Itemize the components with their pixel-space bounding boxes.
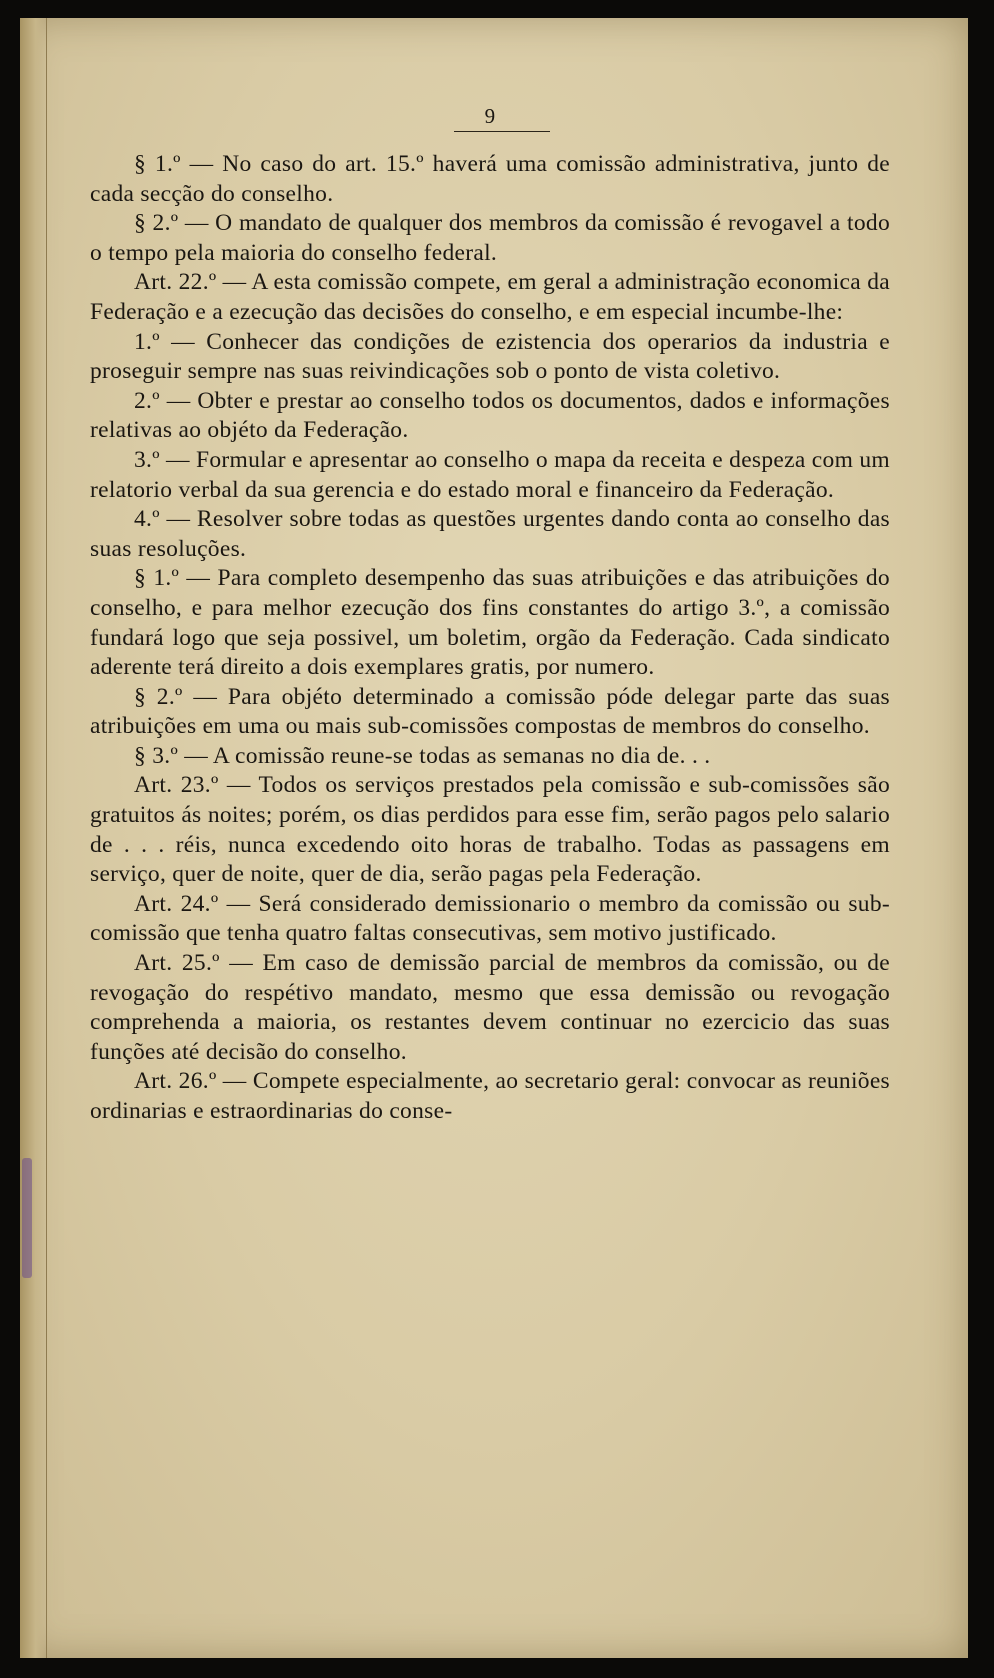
ink-stain: [22, 1158, 32, 1278]
book-page: [20, 18, 968, 1658]
paragraph-section-1: § 1.º — No caso do art. 15.º haverá uma comissão administrativa, junto de cada secção do conselho.: [90, 151, 890, 207]
paragraph-art-26: Art. 26.º — Compete especialmente, ao secretario geral: convocar as reuniões ordinarias e estraordinarias do conse-: [90, 1068, 890, 1124]
paragraph-item-3: 3.º — Formular e apresentar ao conselho o mapa da receita e despeza com um relatorio verbal da sua gerencia e do estado moral e financeiro da Federação.: [90, 446, 890, 503]
paragraph-item-2: 2.º — Obter e prestar ao conselho todos os documentos, dados e informações relativas ao objéto da Federação.: [90, 387, 890, 444]
paragraph-item-1: 1.º — Conhecer das condições de ezistencia dos operarios da industria e proseguir sempre nas suas reivindicações sob o ponto de vista coletivo.: [90, 328, 890, 385]
page-gutter: [20, 18, 47, 1658]
paragraph-art-22: Art. 22.º — A esta comissão compete, em geral a administração economica da Federação e a ezecução das decisões do conselho, e em especial incumbe-lhe:: [90, 269, 890, 325]
paragraph-section-1-boletim: § 1.º — Para completo desempenho das suas atribuições e das atribuições do conselho, e para melhor ezecução dos fins constantes do artigo 3.º, a comissão fundará logo que seja possivel, um boletim, orgão da Federação. Cada sindicato aderente terá direito a dois exemplares gratis, por numero.: [90, 565, 890, 681]
paragraph-item-4: 4.º — Resolver sobre todas as questões urgentes dando conta ao conselho das suas resoluções.: [90, 506, 890, 562]
paragraph-section-2: § 2.º — O mandato de qualquer dos membros da comissão é revogavel a todo o tempo pela maioria do conselho federal.: [90, 210, 890, 266]
paragraph-section-3-reuniao: § 3.º — A comissão reune-se todas as semanas no dia de. . .: [134, 742, 711, 769]
header-rule: [454, 131, 550, 132]
paragraph-section-2-subcomissoes: § 2.º — Para objéto determinado a comissão póde delegar parte das suas atribuições em uma ou mais sub-comissões compostas de membros do conselho.: [90, 683, 890, 740]
page-number: 9: [484, 104, 496, 128]
paragraph-art-24: Art. 24.º — Será considerado demissionario o membro da comissão ou sub-comissão que tenha quatro faltas consecutivas, sem motivo justificado.: [90, 890, 890, 947]
paragraph-art-23: Art. 23.º — Todos os serviços prestados pela comissão e sub-comissões são gratuitos ás noites; porém, os dias perdidos para esse fim, serão pagos pelo salario de . . . réis, nunca excedendo oito horas de trabalho. Todas as passagens em serviço, quer de noite, quer de dia, serão pagas pela Federação.: [90, 772, 890, 888]
page-text: [90, 103, 890, 1127]
paragraph-art-25: Art. 25.º — Em caso de demissão parcial de membros da comissão, ou de revogação do respétivo mandato, mesmo que essa demissão ou revogação comprehenda a maioria, os restantes devem continuar no ezercicio das suas funções até decisão do conselho.: [90, 950, 890, 1065]
